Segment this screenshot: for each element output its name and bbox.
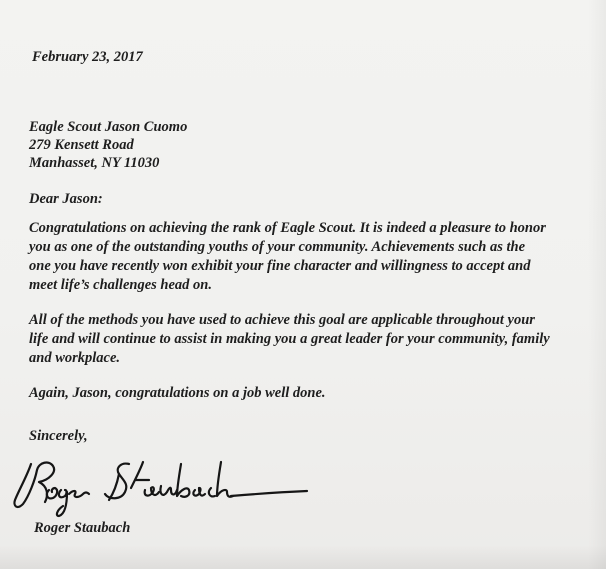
handwritten-signature [5,450,325,525]
paragraph-line: meet life’s challenges head on. [29,277,212,293]
recipient-name: Eagle Scout Jason Cuomo [29,119,188,135]
recipient-street: 279 Kensett Road [29,137,134,153]
paragraph-line: life and will continue to assist in making you a great leader for your community, family [29,331,550,347]
paragraph-line: one you have recently won exhibit your fine character and willingness to accept and [29,258,531,274]
paragraph-line: you as one of the outstanding youths of your community. Achievements such as the [29,239,526,255]
salutation: Dear Jason: [29,191,103,207]
recipient-city-state-zip: Manhasset, NY 11030 [29,155,160,171]
paragraph-line: and workplace. [29,350,121,366]
body-paragraph-1 [29,219,546,295]
paragraph-line: Congratulations on achieving the rank of Eagle Scout. It is indeed a pleasure to honor [29,220,546,236]
body-paragraph-2 [29,311,550,368]
page-shadow [0,545,606,569]
letter-date: February 23, 2017 [32,49,143,65]
paragraph-line: All of the methods you have used to achieve this goal are applicable throughout your [29,312,535,328]
sign-off: Sincerely, [29,428,88,444]
signer-name: Roger Staubach [34,520,131,536]
closing-sentence: Again, Jason, congratulations on a job well done. [29,385,326,401]
